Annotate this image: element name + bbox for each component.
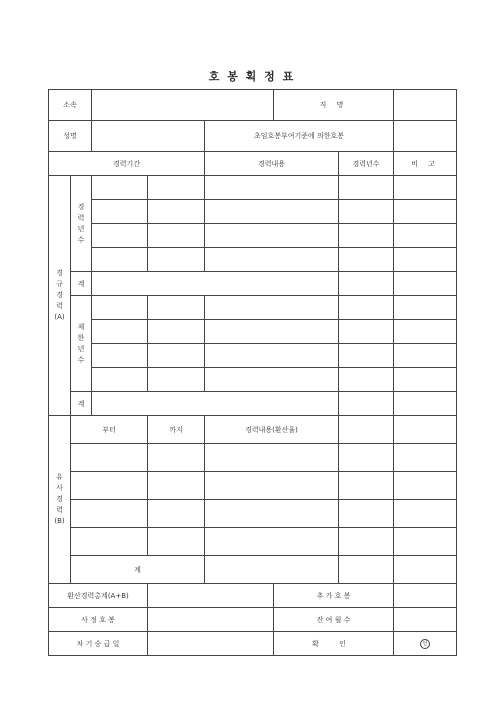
similar-to-header: 까지 [148, 416, 205, 444]
regular-remarks-cell[interactable] [394, 176, 457, 200]
similar-subtotal-label: 계 [71, 556, 205, 584]
position-field[interactable] [394, 90, 457, 121]
page-title: 호 봉 획 정 표 [208, 70, 296, 83]
similar-content-header: 경력내용(환산율) [205, 416, 339, 444]
limited-content-cell[interactable] [205, 344, 339, 368]
initial-step-field[interactable] [394, 121, 457, 152]
regular-remarks-cell[interactable] [394, 224, 457, 248]
regular-career-label: 경 규 경 력 (A) [49, 176, 71, 416]
salary-step-form [48, 89, 457, 656]
similar-to-cell[interactable] [148, 472, 205, 500]
limited-content-cell[interactable] [205, 320, 339, 344]
limited-remarks-cell[interactable] [394, 344, 457, 368]
limited-remarks-cell[interactable] [394, 320, 457, 344]
assessed-step-field[interactable] [148, 608, 274, 632]
regular-remarks-cell[interactable] [394, 248, 457, 272]
next-promotion-date-label: 차 기 승 급 일 [49, 632, 148, 656]
limited-years-cell[interactable] [339, 296, 394, 320]
remaining-months-field[interactable] [394, 608, 457, 632]
regular-from-cell[interactable] [92, 176, 148, 200]
regular-to-cell[interactable] [148, 248, 205, 272]
limited-years-cell[interactable] [339, 320, 394, 344]
similar-subtotal-cell[interactable] [205, 556, 339, 584]
limited-years-subtotal-years[interactable] [339, 392, 394, 416]
limited-years-cell[interactable] [339, 368, 394, 392]
limited-remarks-cell[interactable] [394, 296, 457, 320]
affiliation-field[interactable] [92, 90, 274, 121]
confirm-seal-field[interactable] [394, 632, 457, 656]
limited-to-cell[interactable] [148, 320, 205, 344]
assessed-step-label: 사 정 호 봉 [49, 608, 148, 632]
career-years-subtotal-cell[interactable] [92, 272, 339, 296]
limited-from-cell[interactable] [92, 368, 148, 392]
limited-years-subtotal-cell[interactable] [92, 392, 339, 416]
similar-years-cell[interactable] [339, 472, 394, 500]
limited-to-cell[interactable] [148, 344, 205, 368]
affiliation-label: 소속 [49, 90, 92, 121]
position-label: 직 명 [274, 90, 394, 121]
career-period-header: 경력기간 [49, 152, 205, 176]
regular-content-cell[interactable] [205, 200, 339, 224]
career-years-label: 경 력 년 수 [71, 176, 92, 272]
similar-to-cell[interactable] [148, 500, 205, 528]
similar-to-cell[interactable] [148, 528, 205, 556]
similar-remarks-cell[interactable] [394, 444, 457, 472]
added-step-field[interactable] [394, 584, 457, 608]
regular-to-cell[interactable] [148, 224, 205, 248]
limited-content-cell[interactable] [205, 368, 339, 392]
regular-years-cell[interactable] [339, 176, 394, 200]
similar-from-header: 부터 [71, 416, 148, 444]
similar-from-cell[interactable] [71, 500, 148, 528]
career-years-subtotal-years[interactable] [339, 272, 394, 296]
similar-content-cell[interactable] [205, 472, 339, 500]
limited-from-cell[interactable] [92, 320, 148, 344]
similar-remarks-cell[interactable] [394, 500, 457, 528]
similar-years-header-cell[interactable] [339, 416, 394, 444]
limited-content-cell[interactable] [205, 296, 339, 320]
total-career-label: 환산경력총계(A+B) [49, 584, 148, 608]
limited-from-cell[interactable] [92, 296, 148, 320]
similar-content-cell[interactable] [205, 500, 339, 528]
next-promotion-date-field[interactable] [148, 632, 274, 656]
similar-from-cell[interactable] [71, 528, 148, 556]
limited-to-cell[interactable] [148, 368, 205, 392]
similar-from-cell[interactable] [71, 472, 148, 500]
regular-to-cell[interactable] [148, 176, 205, 200]
regular-years-cell[interactable] [339, 200, 394, 224]
similar-from-cell[interactable] [71, 444, 148, 472]
similar-years-cell[interactable] [339, 500, 394, 528]
limited-remarks-cell[interactable] [394, 368, 457, 392]
similar-to-cell[interactable] [148, 444, 205, 472]
limited-years-subtotal-label: 계 [71, 392, 92, 416]
regular-content-cell[interactable] [205, 224, 339, 248]
similar-content-cell[interactable] [205, 444, 339, 472]
career-years-subtotal-label: 계 [71, 272, 92, 296]
regular-from-cell[interactable] [92, 200, 148, 224]
regular-from-cell[interactable] [92, 224, 148, 248]
regular-years-cell[interactable] [339, 224, 394, 248]
similar-content-cell[interactable] [205, 528, 339, 556]
remarks-header: 비 고 [394, 152, 457, 176]
confirm-label: 확 인 [274, 632, 394, 656]
similar-subtotal-years[interactable] [339, 556, 394, 584]
regular-to-cell[interactable] [148, 200, 205, 224]
similar-subtotal-remarks[interactable] [394, 556, 457, 584]
limited-to-cell[interactable] [148, 296, 205, 320]
career-years-header: 경력년수 [339, 152, 394, 176]
career-years-subtotal-remarks[interactable] [394, 272, 457, 296]
limited-years-cell[interactable] [339, 344, 394, 368]
name-label: 성명 [49, 121, 92, 152]
similar-years-cell[interactable] [339, 444, 394, 472]
similar-remarks-cell[interactable] [394, 472, 457, 500]
initial-step-standard-label: 초임호봉부여기준에 의한호봉 [205, 121, 394, 152]
similar-years-cell[interactable] [339, 528, 394, 556]
regular-from-cell[interactable] [92, 248, 148, 272]
regular-years-cell[interactable] [339, 248, 394, 272]
similar-remarks-header-cell[interactable] [394, 416, 457, 444]
regular-content-cell[interactable] [205, 248, 339, 272]
similar-career-label: 유 사 경 력 (B) [49, 416, 71, 584]
limited-years-label: 제 한 년 수 [71, 296, 92, 392]
similar-remarks-cell[interactable] [394, 528, 457, 556]
career-content-header: 경력내용 [205, 152, 339, 176]
regular-content-cell[interactable] [205, 176, 339, 200]
remaining-months-label: 잔 여 월 수 [274, 608, 394, 632]
regular-remarks-cell[interactable] [394, 200, 457, 224]
limited-from-cell[interactable] [92, 344, 148, 368]
total-career-field[interactable] [148, 584, 274, 608]
seal-icon: 인 [420, 639, 430, 649]
name-field[interactable] [92, 121, 205, 152]
added-step-label: 추 가 호 봉 [274, 584, 394, 608]
limited-years-subtotal-remarks[interactable] [394, 392, 457, 416]
